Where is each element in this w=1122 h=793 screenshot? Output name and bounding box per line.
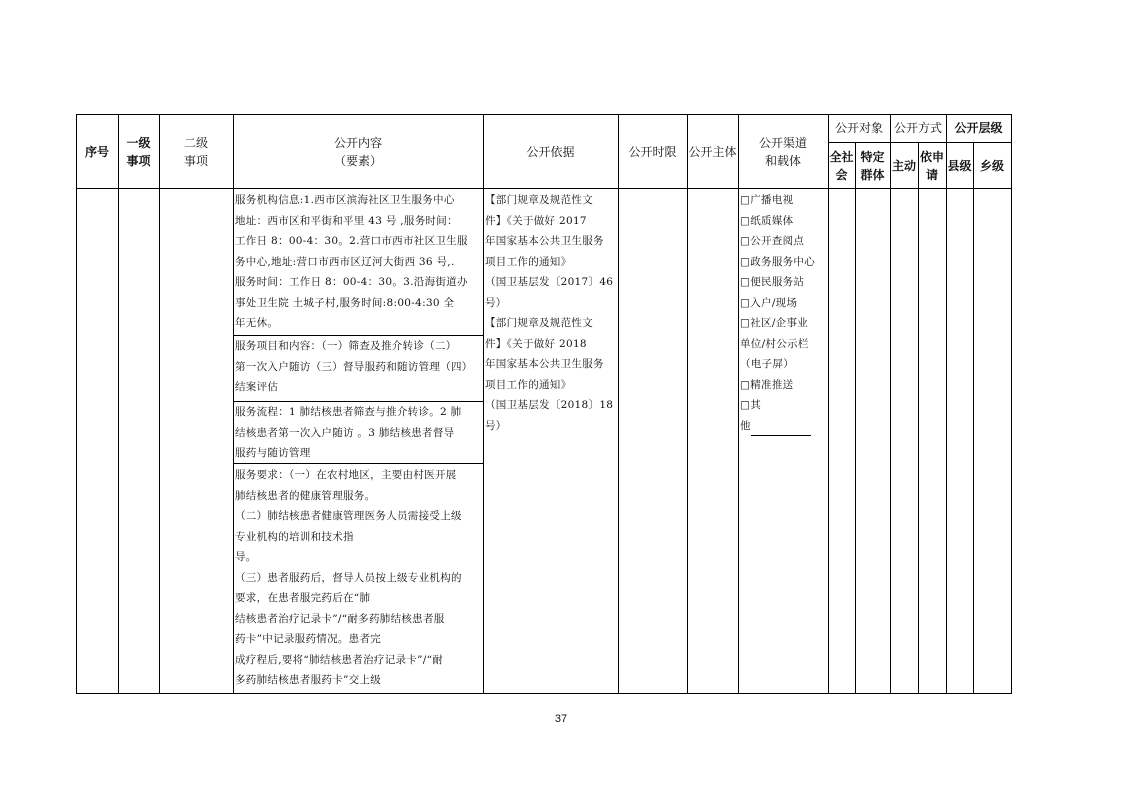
content-line: 成疗程后,要将“肺结核患者治疗记录卡”/“耐 — [235, 653, 444, 666]
basis-line: 件】《关于做好 2017 — [485, 214, 587, 227]
basis-line: 【部门规章及规范性文 — [485, 194, 593, 206]
basis-line: 【部门规章及规范性文 — [485, 317, 593, 329]
content-line: 导。 — [235, 551, 257, 563]
header-level1: 一级 事项 — [126, 136, 151, 168]
channel-checkbox-print[interactable]: □纸质媒体 — [740, 214, 794, 227]
header-method: 公开方式 — [893, 121, 942, 135]
header-method-request: 依申 请 — [919, 150, 944, 182]
header-channel: 公开渠道 和载体 — [758, 136, 807, 168]
content-line: 务中心,地址:营口市西市区辽河大街西 36 号,. — [235, 255, 455, 268]
header-content: 公开内容 （要素） — [333, 136, 382, 168]
channel-other-line — [740, 416, 811, 437]
other-blank-underline — [751, 423, 811, 436]
content-line: 多药肺结核患者服药卡”交上级 — [235, 674, 382, 686]
basis-line: 项目工作的通知》 — [485, 255, 572, 268]
header-method-active: 主动 — [891, 159, 916, 173]
page-number: 37 — [554, 713, 568, 725]
content-line: 年无休。 — [235, 317, 279, 329]
header-seq: 序号 — [84, 145, 109, 159]
content-line: 结核患者第一次入户随访 。3 肺结核患者督导 — [235, 426, 455, 439]
content-line: （二）肺结核患者健康管理医务人员需接受上级 — [235, 510, 462, 522]
channel-checkbox-reading-point[interactable]: □公开查阅点 — [740, 235, 805, 247]
basis-line: （国卫基层发〔2017〕46 — [485, 276, 614, 288]
content-line: 要求，在患者服完药后在“肺 — [235, 592, 371, 604]
header-level2: 二级 事项 — [183, 136, 208, 168]
content-line: 服务要求：（一）在农村地区，主要由村医开展 — [235, 469, 457, 481]
header-target-all: 全社 会 — [829, 150, 854, 182]
basis-line: 件】《关于做好 2018 — [485, 337, 587, 350]
basis-line: 项目工作的通知》 — [485, 378, 572, 391]
channel-other-label: 他 — [740, 419, 751, 432]
channel-checkbox-other[interactable]: □其 — [740, 399, 762, 411]
content-line: 肺结核患者的健康管理服务。 — [235, 489, 376, 502]
basis-line: 号） — [485, 419, 507, 432]
content-line: 事处卫生院 土城子村,服务时间:8:00-4:30 全 — [235, 296, 455, 309]
header-basis: 公开依据 — [526, 145, 575, 159]
channel-line: 单位/村公示栏 — [740, 337, 809, 350]
content-line: 第一次入户随访（三）督导服药和随访管理（四） — [235, 360, 473, 373]
channel-checkbox-service-station[interactable]: □便民服务站 — [740, 276, 805, 288]
content-line: 服务项目和内容：（一）筛查及推介转诊（二） — [235, 340, 457, 352]
content-line: （三）患者服药后，督导人员按上级专业机构的 — [235, 571, 462, 584]
basis-line: 年国家基本公共卫生服务 — [485, 358, 604, 370]
header-level: 公开层级 — [954, 121, 1003, 135]
channel-checkbox-service-center[interactable]: □政务服务中心 — [740, 255, 816, 268]
content-line: 服药与随访管理 — [235, 447, 311, 459]
header-level-county: 县级 — [947, 159, 972, 173]
content-line: 工作日 8：00-4：30。2.营口市西市社区卫生服 — [235, 235, 468, 247]
header-subject: 公开主体 — [688, 145, 737, 159]
basis-line: 号） — [485, 296, 507, 309]
channel-line: （电子屏） — [740, 358, 794, 370]
channel-checkbox-bulletin[interactable]: □社区/企事业 — [740, 317, 809, 329]
content-line: 地址：西市区和平街和平里 43 号 ,服务时间： — [235, 214, 458, 227]
content-line: 服务流程：1 肺结核患者筛查与推介转诊。2 肺 — [235, 406, 462, 418]
content-line: 药卡”中记录服药情况。患者完 — [235, 633, 382, 645]
header-target: 公开对象 — [834, 121, 883, 135]
content-line: 结核患者治疗记录卡”/“耐多药肺结核患者服 — [235, 612, 445, 625]
basis-line: （国卫基层发〔2018〕18 — [485, 399, 614, 411]
content-line: 服务时间：工作日 8：00-4：30。3.沿海街道办 — [235, 276, 468, 288]
header-level-town: 乡级 — [979, 159, 1004, 173]
basis-line: 年国家基本公共卫生服务 — [485, 235, 604, 247]
header-target-specific: 特定 群体 — [860, 150, 885, 182]
content-line: 专业机构的培训和技术指 — [235, 530, 354, 543]
channel-checkbox-onsite[interactable]: □入户/现场 — [740, 296, 798, 309]
channel-checkbox-targeted-push[interactable]: □精准推送 — [740, 378, 794, 391]
content-line: 结案评估 — [235, 381, 279, 393]
header-time-limit: 公开时限 — [628, 145, 677, 159]
content-line: 服务机构信息:1.西市区滨海社区卫生服务中心 — [235, 194, 455, 206]
channel-checkbox-broadcast[interactable]: □广播电视 — [740, 194, 794, 206]
disclosure-table — [76, 114, 1012, 694]
